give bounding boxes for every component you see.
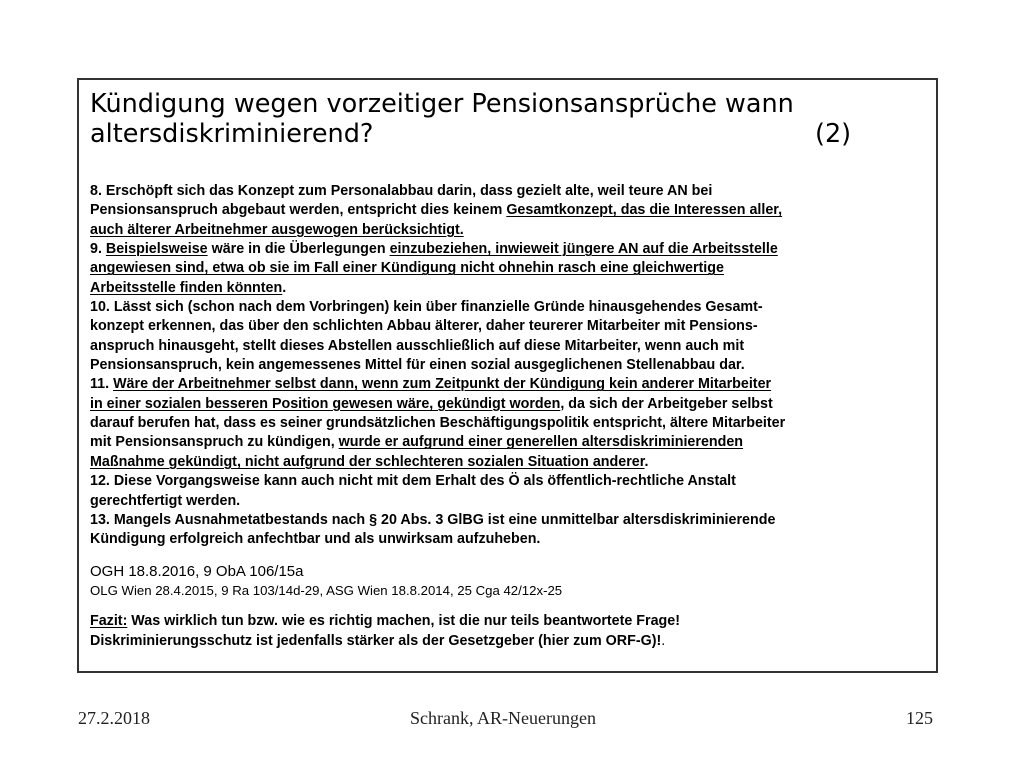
citation-ogh: OGH 18.8.2016, 9 ObA 106/15a (90, 562, 304, 580)
body-text-segment: darauf berufen hat, dass es seiner grundsätzlichen Beschäftigungspolitik entspricht, ältere Mitarbeiter (90, 415, 786, 432)
underlined-text: Wäre der Arbeitnehmer selbst dann, wenn zum Zeitpunkt der Kündigung kein anderer Mitarbeiter (113, 376, 772, 393)
body-line (90, 221, 930, 240)
body-line (90, 317, 930, 336)
body-text-segment: anspruch hinausgeht, stellt dieses Abstellen ausschließlich auf diese Mitarbeiter, wenn auch mit (90, 337, 745, 354)
underlined-text: Gesamtkonzept, das die Interessen aller, (506, 202, 783, 219)
underlined-text: Maßnahme gekündigt, nicht aufgrund der schlechteren sozialen Situation anderer (90, 453, 645, 470)
body-text-segment: 13. Mangels Ausnahmetatbestands nach § 20 Abs. 3 GlBG ist eine unmittelbar altersdiskriminierende (90, 511, 776, 528)
underlined-text: in einer sozialen besseren Position gewesen wäre, gekündigt worden (90, 395, 561, 412)
spacer (90, 550, 930, 562)
title-line-1: Kündigung wegen vorzeitiger Pensionsansprüche wann (90, 89, 794, 119)
fazit-text-2: Diskriminierungsschutz ist jedenfalls stärker als der Gesetzgeber (hier zum ORF-G)! (90, 632, 662, 649)
body-line (90, 259, 930, 278)
body-line (90, 414, 930, 433)
fazit-line-1 (90, 612, 930, 631)
body-lines (90, 182, 930, 550)
slide-title (90, 89, 930, 149)
citation-olg: OLG Wien 28.4.2015, 9 Ra 103/14d-29, ASG Wien 18.8.2014, 25 Cga 42/12x-25 (90, 582, 563, 598)
body-line (90, 453, 930, 472)
slide-content-box (77, 78, 938, 673)
body-line (90, 433, 930, 452)
underlined-text: Beispielsweise (105, 241, 208, 258)
underlined-text: wurde er aufgrund einer generellen altersdiskriminierenden (338, 434, 744, 451)
body-line (90, 492, 930, 511)
underlined-text: auch älterer Arbeitnehmer ausgewogen berücksichtigt. (90, 221, 464, 238)
body-text-segment: Kündigung erfolgreich anfechtbar und als unwirksam aufzuheben. (90, 531, 541, 548)
body-line (90, 356, 930, 375)
fazit-end: . (661, 632, 666, 649)
title-line-2: altersdiskriminierend? (90, 119, 374, 149)
body-text-segment: 9. (90, 241, 106, 258)
footer-author: Schrank, AR-Neuerungen (410, 708, 596, 728)
fazit-text-1: Was wirklich tun bzw. wie es richtig machen, ist die nur teils beantwortete Frage! (127, 613, 680, 630)
footer-date: 27.2.2018 (78, 708, 150, 728)
body-line (90, 472, 930, 491)
body-text-segment: . (282, 279, 287, 296)
body-line (90, 337, 930, 356)
body-text-segment: konzept erkennen, das über den schlichten Abbau älterer, daher teurerer Mitarbeiter mit Pensions- (90, 318, 758, 335)
body-text-segment: 12. Diese Vorgangsweise kann auch nicht mit dem Erhalt des Ö als öffentlich-rechtliche Anstalt (90, 473, 736, 490)
body-line (90, 511, 930, 530)
underlined-text: angewiesen sind, etwa ob sie im Fall einer Kündigung nicht ohnehin rasch eine gleichwertige (90, 260, 724, 277)
footer-page-number: 125 (906, 708, 933, 728)
fazit-label: Fazit: (90, 613, 128, 630)
body-line (90, 201, 930, 220)
body-text-segment: wäre in die Überlegungen (207, 241, 390, 258)
body-text-segment: . (644, 453, 649, 470)
underlined-text: Arbeitsstelle finden könnten (90, 279, 283, 296)
body-line (90, 375, 930, 394)
body-text-segment: gerechtfertigt werden. (90, 492, 241, 509)
body-line (90, 240, 930, 259)
body-text-segment: , da sich der Arbeitgeber selbst (560, 395, 773, 412)
body-text-segment: mit Pensionsanspruch zu kündigen, (90, 434, 339, 451)
body-text-segment: Pensionsanspruch abgebaut werden, entspricht dies keinem (90, 202, 507, 219)
body-text-segment: 11. (90, 376, 114, 393)
body-line (90, 298, 930, 317)
title-number: (2) (815, 119, 852, 149)
body-line (90, 530, 930, 549)
fazit-line-2 (90, 632, 930, 651)
body-line (90, 182, 930, 201)
body-line (90, 279, 930, 298)
body-text-segment: Pensionsanspruch, kein angemessenes Mittel für einen sozial ausgeglichenen Stellenabbau dar. (90, 357, 745, 374)
body-text-segment: 10. Lässt sich (schon nach dem Vorbringen) kein über finanzielle Gründe hinausgehendes Gesamt- (90, 299, 763, 316)
body-line (90, 395, 930, 414)
spacer (90, 600, 930, 612)
body-text-segment: 8. Erschöpft sich das Konzept zum Personalabbau darin, dass gezielt alte, weil teure AN bei (90, 183, 713, 199)
slide-body (90, 182, 930, 651)
underlined-text: einzubeziehen, inwieweit jüngere AN auf die Arbeitsstelle (389, 241, 778, 258)
